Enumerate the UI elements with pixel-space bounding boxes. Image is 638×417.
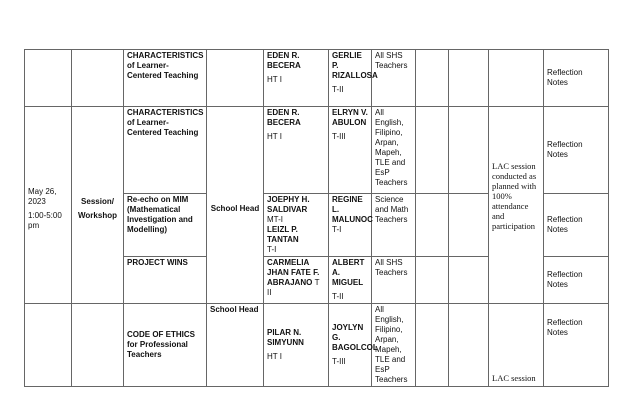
- participants-cell: All SHS Teachers: [372, 50, 416, 107]
- resource-person-cell: PILAR N. SIMYUNN HT I: [264, 304, 329, 387]
- facilitator-cell: ALBERT A. MIGUEL T-II: [329, 257, 372, 304]
- empty-cell: [416, 304, 449, 387]
- date-cell: May 26, 2023 1:00-5:00 pm: [25, 107, 72, 304]
- topic-cell: CHARACTERISTICS of Learner-Centered Teaching: [124, 50, 207, 107]
- participants-cell: All SHS Teachers: [372, 257, 416, 304]
- in-charge-cell: School Head: [207, 304, 264, 387]
- topic-cell: Re-echo on MIM (Mathematical Investigation and Modelling): [124, 194, 207, 257]
- empty-cell: [449, 107, 489, 194]
- notes-cell: Reflection Notes: [544, 304, 609, 387]
- lac-plan-table: [24, 49, 609, 387]
- resource-person-cell: CARMELIA JHAN FATE F. ABRAJANO T II: [264, 257, 329, 304]
- table-row: [25, 50, 609, 107]
- remarks-cell: LAC session conducted as planned with 100% attendance and participation: [489, 107, 544, 304]
- topic-cell: CODE OF ETHICS for Professional Teachers: [124, 304, 207, 387]
- empty-cell: [449, 50, 489, 107]
- facilitator-cell: JOYLYN G. BAGOLCOL T-III: [329, 304, 372, 387]
- resource-person-cell: JOEPHY H. SALDIVAR MT-I LEIZL P. TANTAN T-I: [264, 194, 329, 257]
- participants-cell: Science and Math Teachers: [372, 194, 416, 257]
- topic-cell: CHARACTERISTICS of Learner-Centered Teaching: [124, 107, 207, 194]
- empty-cell: [416, 107, 449, 194]
- facilitator-cell: GERLIE P. RIZALLOSA T-II: [329, 50, 372, 107]
- participants-cell: All English, Filipino, Arpan, Mapeh, TLE and EsP Teachers: [372, 107, 416, 194]
- activity-cell: [72, 304, 124, 387]
- empty-cell: [416, 50, 449, 107]
- in-charge-cell: [207, 50, 264, 107]
- date-cell: [25, 304, 72, 387]
- facilitator-cell: ELRYN V. ABULON T-III: [329, 107, 372, 194]
- empty-cell: [449, 194, 489, 257]
- empty-cell: [416, 257, 449, 304]
- activity-cell: Session/ Workshop: [72, 107, 124, 304]
- participants-cell: All English, Filipino, Arpan, Mapeh, TLE and EsP Teachers: [372, 304, 416, 387]
- notes-cell: Reflection Notes: [544, 257, 609, 304]
- remarks-cell: [489, 50, 544, 107]
- resource-person-cell: EDEN R. BECERA HT I: [264, 107, 329, 194]
- notes-cell: Reflection Notes: [544, 194, 609, 257]
- empty-cell: [449, 304, 489, 387]
- resource-person-cell: EDEN R. BECERA HT I: [264, 50, 329, 107]
- empty-cell: [416, 194, 449, 257]
- in-charge-cell: School Head: [207, 107, 264, 304]
- date-cell: [25, 50, 72, 107]
- notes-cell: Reflection Notes: [544, 107, 609, 194]
- activity-cell: [72, 50, 124, 107]
- topic-cell: PROJECT WINS: [124, 257, 207, 304]
- notes-cell: Reflection Notes: [544, 50, 609, 107]
- remarks-cell: LAC session: [489, 304, 544, 387]
- table-row: [25, 304, 609, 387]
- table-row: [25, 107, 609, 194]
- facilitator-cell: REGINE L. MALUNOC T-I: [329, 194, 372, 257]
- empty-cell: [449, 257, 489, 304]
